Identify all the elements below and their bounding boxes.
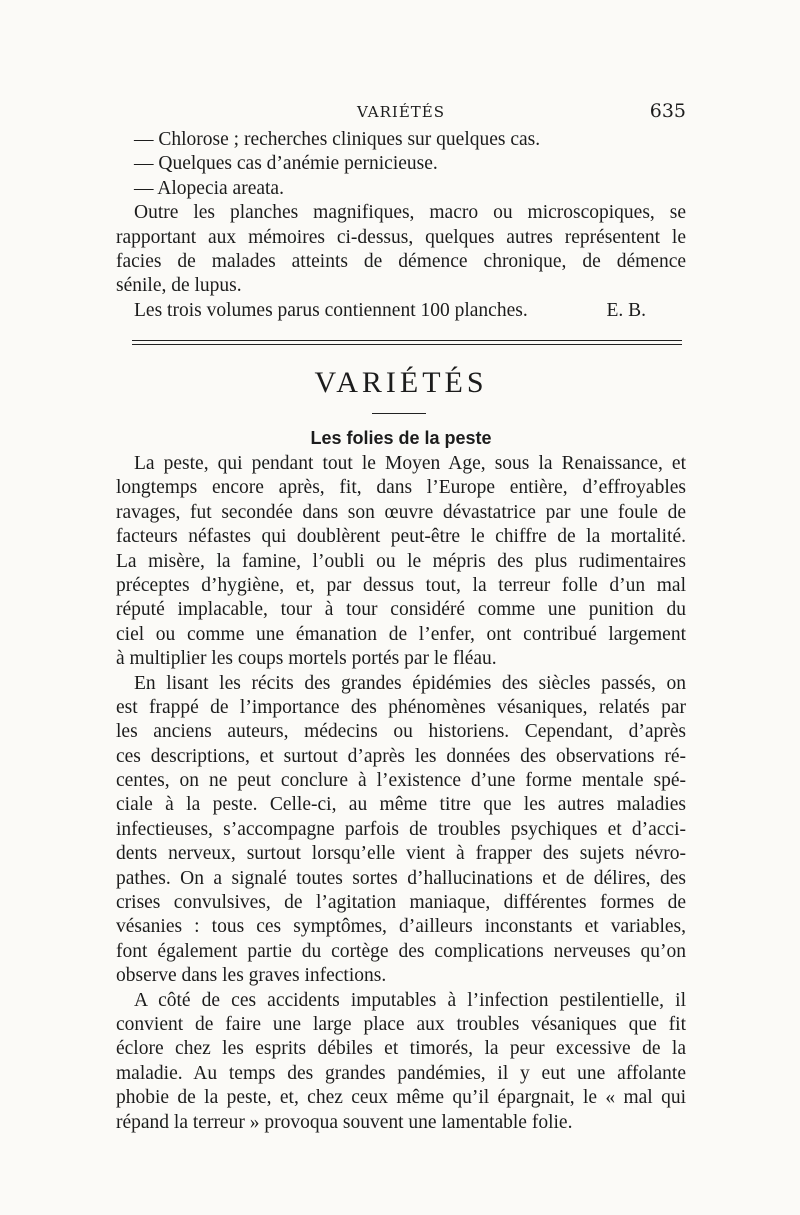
- article-body: [116, 452, 686, 1135]
- text-line: Outre les planches magnifiques, macro ou microscopiques, se: [134, 202, 686, 224]
- text-line: à multiplier les coups mortels portés par le fléau.: [116, 648, 497, 670]
- text-line: La peste, qui pendant tout le Moyen Age, sous la Renaissance, et: [134, 453, 686, 474]
- text-line: sénile, de lupus.: [116, 275, 242, 297]
- text-line: maladie. Au temps des grandes pandémies, il y eut une affolante: [116, 1062, 686, 1084]
- section-divider: [132, 340, 682, 345]
- review-continuation: [116, 128, 686, 323]
- divider-rule: [132, 344, 682, 345]
- text-line: convient de faire une large place aux troubles vésaniques que fit: [116, 1013, 686, 1035]
- divider-rule: [132, 340, 682, 341]
- text-line: éclore chez les esprits débiles et timorés, la peur excessive de la: [116, 1038, 686, 1060]
- text-line: rapportant aux mémoires ci-dessus, quelques autres représentent le: [116, 226, 686, 248]
- text-line: font également partie du cortège des complications nerveuses qu’on: [116, 940, 686, 962]
- text-line: est frappé de l’importance des phénomènes vésaniques, relatés par: [116, 696, 686, 718]
- text-line: ces descriptions, et surtout d’après les données des observations ré-: [116, 745, 686, 767]
- text-line: La misère, la famine, l’oubli ou le mépris des plus rudimentaires: [116, 550, 686, 572]
- text-line: — Alopecia areata.: [134, 177, 284, 199]
- text-line: longtemps encore après, fit, dans l’Europe entière, d’effroyables: [116, 477, 686, 499]
- text-line: dents nerveux, surtout lorsqu’elle vient à frapper des sujets névro-: [116, 843, 686, 865]
- text-line: facteurs néfastes qui doublèrent peut-être le chiffre de la mortalité.: [116, 526, 686, 548]
- text-line: ravages, fut secondée dans son œuvre dévastatrice par une foule de: [116, 501, 686, 523]
- text-line: préceptes d’hygiène, et, par dessus tout, la terreur folle d’un mal: [116, 574, 686, 596]
- text-line: observe dans les graves infections.: [116, 965, 387, 987]
- text-line: réputé implacable, tour à tour considéré comme une punition du: [116, 599, 686, 621]
- page-number: 635: [649, 100, 686, 122]
- text-line: ciale à la peste. Celle-ci, au même titre que les autres maladies: [116, 794, 686, 816]
- text-line: vésanies : tous ces symptômes, d’ailleurs inconstants et variables,: [116, 916, 686, 938]
- closing-line: [116, 299, 686, 323]
- text-line: — Chlorose ; recherches cliniques sur quelques cas.: [134, 129, 541, 150]
- text-line: facies de malades atteints de démence chronique, de démence: [116, 250, 686, 272]
- text-line: ciel ou comme une émanation de l’enfer, ont contribué largement: [116, 623, 686, 645]
- running-head: [116, 100, 686, 126]
- text-line: centes, on ne peut conclure à l’existence d’une forme mentale spé-: [116, 770, 686, 792]
- text-line: En lisant les récits des grandes épidémies des siècles passés, on: [134, 672, 686, 694]
- section-title: VARIÉTÉS: [314, 366, 488, 399]
- text-line: répand la terreur » provoqua souvent une lamentable folie.: [116, 1111, 573, 1133]
- text-line: — Quelques cas d’anémie pernicieuse.: [134, 153, 438, 175]
- text-line: infectieuses, s’accompagne parfois de troubles psychiques et d’acci-: [116, 818, 686, 840]
- running-head-title: VARIÉTÉS: [356, 103, 446, 121]
- text-line: les anciens auteurs, médecins ou historiens. Cependant, d’après: [116, 721, 686, 743]
- title-underline: [372, 413, 426, 414]
- closing-sentence: Les trois volumes parus contiennent 100 planches.: [134, 299, 528, 321]
- text-line: A côté de ces accidents imputables à l’infection pestilentielle, il: [134, 989, 686, 1011]
- text-line: pathes. On a signalé toutes sortes d’hallucinations et de délires, des: [116, 867, 686, 889]
- signature: E. B.: [606, 299, 646, 321]
- text-line: phobie de la peste, et, chez ceux même qu’il épargnait, le « mal qui: [116, 1087, 686, 1109]
- article-title: Les folies de la peste: [310, 428, 492, 448]
- text-line: crises convulsives, de l’agitation maniaque, différentes formes de: [116, 892, 686, 914]
